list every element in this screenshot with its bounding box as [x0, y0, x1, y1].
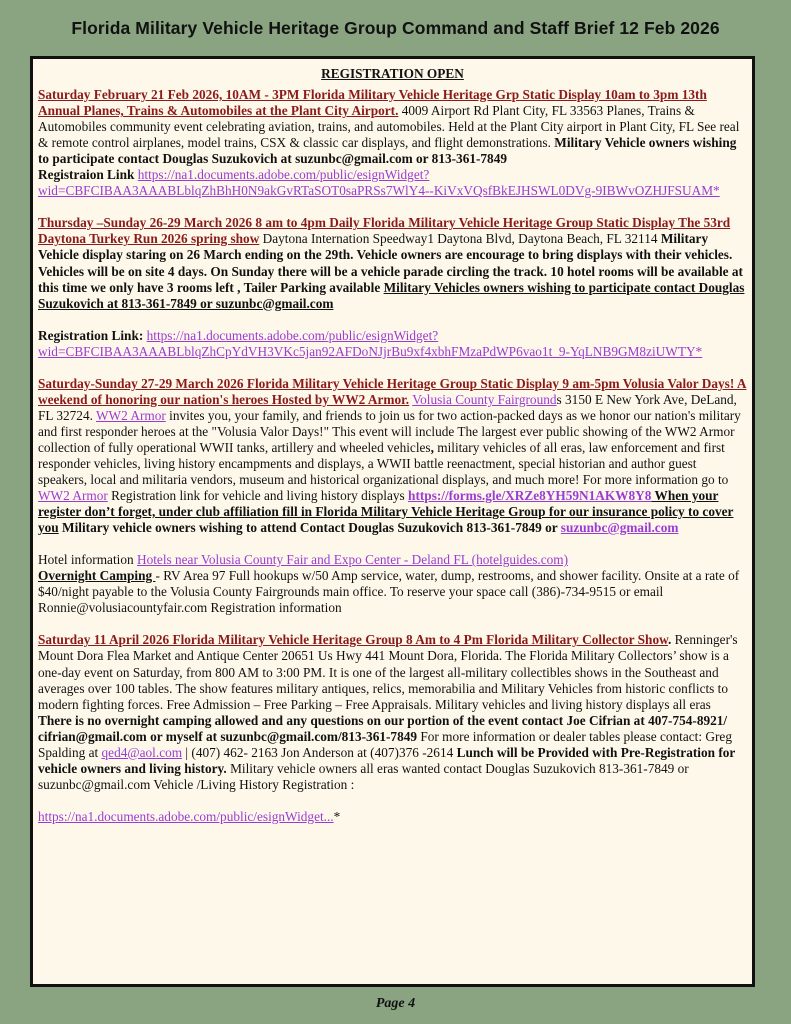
event-plant-city	[38, 87, 747, 199]
page-header: Florida Military Vehicle Heritage Group Command and Staff Brief 12 Feb 2026	[71, 18, 720, 38]
event-body: Renninger's Mount Dora Flea Market and Antique Center 20651 Us Hwy 441 Mount Dora, Florida. The Florida Military Collectors’ show is a one-day event on Saturday, from 800 AM to 3:00 PM. It is one of the largest all-military collectibles shows in the Southeast and averages over 100 tables. The show features military antiques, relics, memorabilia and Military Vehicles from historic conflicts to modern fighting forces. Free Admission – Free Parking – Free Appraisals. Military vehicles and living history displays all eras	[38, 632, 738, 712]
hotel-label: Hotel information	[38, 552, 137, 568]
event-lunch-note: Lunch will be Provided with Pre-Registration for vehicle owners and living history.	[38, 744, 736, 776]
insurance-note: When your register don’t forget, under club affiliation fill in Florida Military Vehicle Heritage Group for our insurance policy to cover you	[38, 488, 734, 536]
event-body: invites you, your family, and friends to join us for two action-packed days as we honor our nation's military and first responder heroes at the "Volusia Valor Days!" This event will include The largest ever public showing of the WW2 Armor collection of fully operational WWII tanks, artillery and wheeled vehicles	[38, 407, 741, 455]
event-dealer-info: For more information or dealer tables please contact: Greg Spalding at	[38, 728, 732, 760]
event-contact: Military vehicle owners wishing to attend Contact Douglas Suzukovich 813-361-7849 or	[58, 520, 561, 536]
event-volusia-valor-days	[38, 376, 747, 617]
registration-link[interactable]: https://na1.documents.adobe.com/public/esignWidget?wid=CBFCIBAA3AAABLblqZhCpYdVH3VKc5jan92AFDoNJjrBu9xf4xbhFMzaPdWP6vao1t_9-YqLNB9GM8ziUWTY*	[38, 327, 703, 359]
content-panel	[30, 56, 755, 987]
forms-link[interactable]: https://forms.gle/XRZe8YH59N1AKW8Y8	[408, 488, 652, 504]
registration-link[interactable]: https://na1.documents.adobe.com/public/esignWidget?wid=CBFCIBAA3AAABLblqZhBhH0N9akGvRTaSOT0saPRSs7WlY4--KiVxVQsfBkEJHSWL0DVg-9IBWvOZHJFSUAM*	[38, 167, 720, 199]
hotel-link[interactable]: Hotels near Volusia County Fair and Expo Center - Deland FL (hotelguides.com)	[136, 552, 569, 568]
registration-text: Registration link for vehicle and living history displays	[107, 488, 409, 504]
event-address: Daytona Internation Speedway1 Daytona Blvd, Daytona Beach, FL 32114	[259, 231, 661, 247]
registration-link-end: *	[333, 808, 341, 824]
event-contact: Military Vehicle owners wishing to participate contact Douglas Suzukovich at suzunbc@gmail.com or 813-361-7849	[38, 135, 737, 167]
page-number: Page 4	[375, 996, 416, 1011]
event-heading: Saturday-Sunday 27-29 March 2026 Florida Military Vehicle Heritage Group Static Display 9 am-5pm Volusia Valor Days! A weekend of honoring our nation's heroes Hosted by WW2 Armor.	[38, 375, 747, 407]
event-body-comma: ,	[430, 439, 434, 455]
registration-label: Registraion Link	[38, 167, 138, 183]
registration-label: Registration Link:	[38, 327, 147, 343]
page-title: REGISTRATION OPEN	[321, 66, 464, 81]
event-daytona-turkey-run	[38, 215, 747, 359]
event-camping-note: There is no overnight camping allowed and any questions on our portion of the event contact Joe Cifrian at 407-754-8921/ cifrian@gmail.com or myself at suzunbc@gmail.com/813-361-7849	[38, 712, 728, 744]
camping-label: Overnight Camping	[38, 568, 156, 584]
event-heading: Saturday February 21 Feb 2026, 10AM - 3PM Florida Military Vehicle Heritage Grp Static Display 10am to 3pm 13th Annual Planes, Trains & Automobiles at the Plant City Airport.	[38, 87, 707, 119]
event-body: 4009 Airport Rd Plant City, FL 33563 Planes, Trains & Automobiles community event celebrating aviation, trains, and automobiles. Held at the Plant City airport in Plant City, FL See real & remote control airplanes, model trains, CSX & classic car displays, and flight demonstrations.	[38, 103, 740, 151]
event-heading: Saturday 11 April 2026 Florida Military Vehicle Heritage Group 8 Am to 4 Pm Florida Military Collector Show	[38, 632, 668, 648]
registration-link[interactable]: https://na1.documents.adobe.com/public/esignWidget...	[38, 808, 334, 824]
event-heading: Thursday –Sunday 26-29 March 2026 8 am to 4pm Daily Florida Military Vehicle Heritage Group Static Display The 53rd Daytona Turkey Run 2026 spring show	[38, 215, 731, 247]
event-contact: Military vehicle owners all eras wanted contact Douglas Suzukovich 813-361-7849 or suzunbc@gmail.com Vehicle /Living History Registration :	[38, 760, 689, 792]
content-body	[38, 66, 747, 825]
ww2-armor-link[interactable]: WW2 Armor	[96, 407, 166, 423]
event-heading-end: .	[667, 632, 672, 648]
event-dealer-info-2: | (407) 462- 2163 Jon Anderson at (407)376 -2614	[182, 744, 457, 760]
event-body-cont: military vehicles of all eras, law enforcement and first responder vehicles, living history encampments and displays, a WWII battle reenactment, special historian and author guest speakers, local and militaria vendors, museum and historical organizational displays, and much more! For more information go to	[38, 439, 729, 488]
event-address: s 3150 E New York Ave, DeLand, FL 32724.	[38, 391, 737, 423]
event-details: Military Vehicle display staring on 26 March ending on the 29th. Vehicle owners are encourage to bring displays with their vehicles. Vehicles will be on site 4 days. On Sunday there will be a vehicle parade circling the track. 10 hotel rooms will be available at this time we only have 3 rooms left , Tailer Parking available	[38, 231, 743, 295]
event-military-collector-show	[38, 632, 747, 825]
email-link[interactable]: suzunbc@gmail.com	[560, 520, 679, 536]
qed-email-link[interactable]: qed4@aol.com	[101, 744, 183, 760]
venue-link[interactable]: Volusia County Fairground	[412, 391, 557, 407]
ww2-armor-link-2[interactable]: WW2 Armor	[38, 488, 108, 504]
event-contact: Military Vehicles owners wishing to participate contact Douglas Suzukovich at 813-361-7849 or suzunbc@gmail.com	[38, 279, 745, 311]
camping-text: - RV Area 97 Full hookups w/50 Amp service, water, dump, restrooms, and shower facility. Onsite at a rate of $40/night payable to the Volusia County Fairgrounds main office. To reserve your space call (386)-734-9515 or email Ronnie@volusiacountyfair.com Registration information	[38, 568, 740, 616]
